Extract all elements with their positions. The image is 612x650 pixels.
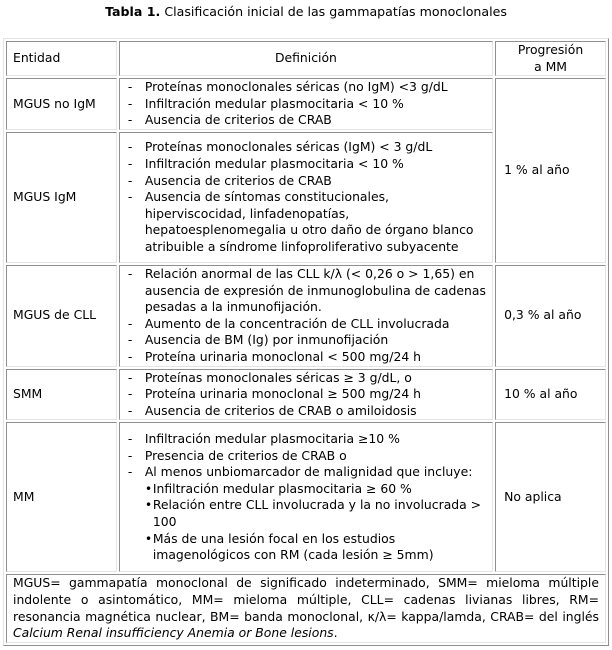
criteria-item: - Ausencia de criterios de CRAB (126, 112, 486, 129)
definition-cell (119, 265, 493, 367)
criteria-item: - Infiltración medular plasmocitaria ≥10 % (126, 431, 486, 448)
classification-table (3, 38, 609, 646)
entity-cell: MGUS IgM (6, 132, 117, 263)
header-definition: Definición (119, 41, 493, 76)
sub-criteria-list (145, 481, 486, 564)
definition-cell (119, 132, 493, 263)
criteria-list (126, 139, 486, 255)
criteria-item: - Infiltración medular plasmocitaria < 10 % (126, 96, 486, 113)
criteria-item: - Aumento de la concentración de CLL involucrada (126, 316, 486, 333)
table-row (6, 369, 606, 421)
criteria-item: - Relación anormal de las CLL k/λ (< 0,26 o > 1,65) en ausencia de expresión de inmunoglobulina de cadenas pesadas a la inmunofijación. (126, 266, 486, 316)
footnote-cell (6, 574, 606, 642)
footnote-italic: Calcium Renal insufficiency Anemia or Bone lesions (13, 625, 334, 641)
criteria-list (126, 431, 486, 564)
entity-cell: MM (6, 422, 117, 572)
table-row (6, 265, 606, 367)
footnote-end: . (333, 625, 338, 641)
criteria-item: - Proteínas monoclonales séricas (no IgM) <3 g/dL (126, 79, 486, 96)
progression-cell: 1 % al año (495, 78, 606, 263)
criteria-item: - Presencia de criterios de CRAB o (126, 448, 486, 465)
header-entity: Entidad (6, 41, 117, 76)
sub-criteria-item: • Infiltración medular plasmocitaria ≥ 60 % (145, 481, 486, 498)
criteria-item: - Infiltración medular plasmocitaria < 10 % (126, 156, 486, 173)
table-row (6, 78, 606, 130)
criteria-item-text: Al menos unbiomarcador de malignidad que incluye: (144, 464, 473, 480)
criteria-item-with-sublist (126, 464, 486, 564)
sub-criteria-item: • Relación entre CLL involucrada y la no involucrada > 100 (145, 497, 486, 530)
definition-cell (119, 369, 493, 421)
progression-cell: 10 % al año (495, 369, 606, 421)
definition-cell (119, 422, 493, 572)
table-caption (0, 4, 612, 20)
criteria-item: - Ausencia de criterios de CRAB (126, 173, 486, 190)
definition-cell (119, 78, 493, 130)
progression-cell: 0,3 % al año (495, 265, 606, 367)
table-row (6, 422, 606, 572)
table-caption-text: Clasificación inicial de las gammapatías monoclonales (160, 4, 507, 19)
entity-cell: MGUS no IgM (6, 78, 117, 130)
criteria-item: - Ausencia de criterios de CRAB o amiloidosis (126, 403, 486, 420)
criteria-item: - Ausencia de BM (Ig) por inmunofijación (126, 332, 486, 349)
criteria-item: - Ausencia de síntomas constitucionales, hiperviscocidad, linfadenopatías, hepatoesplenomegalia u otro daño de órgano blanco atribuible a síndrome linfoproliferativo subyacente (126, 189, 486, 255)
entity-cell: MGUS de CLL (6, 265, 117, 367)
criteria-item: - Proteína urinaria monoclonal < 500 mg/24 h (126, 349, 486, 366)
sub-criteria-item: • Más de una lesión focal en los estudios imagenológicos con RM (cada lesión ≥ 5mm) (145, 531, 486, 564)
criteria-list (126, 266, 486, 366)
table-caption-label: Tabla 1. (105, 4, 161, 19)
progression-cell: No aplica (495, 422, 606, 572)
table-header-row (6, 41, 606, 76)
header-progression (495, 41, 606, 76)
entity-cell: SMM (6, 369, 117, 421)
criteria-list (126, 79, 486, 129)
criteria-item: - Proteínas monoclonales séricas (IgM) < 3 g/dL (126, 139, 486, 156)
criteria-list (126, 370, 486, 420)
footnote-row (6, 574, 606, 642)
header-progression-text: Progresión a MM (517, 42, 584, 74)
criteria-item: - Proteína urinaria monoclonal ≥ 500 mg/24 h (126, 386, 486, 403)
criteria-item: - Proteínas monoclonales séricas ≥ 3 g/dL, o (126, 370, 486, 387)
footnote-text: MGUS= gammapatía monoclonal de significado indeterminado, SMM= mieloma múltiple indolente o asintomático, MM= mieloma múltiple, CLL= cadenas livianas libres, RM= resonancia magnética nuclear, BM= banda monoclonal, κ/λ= kappa/lamda, CRAB= del inglés (13, 575, 599, 624)
